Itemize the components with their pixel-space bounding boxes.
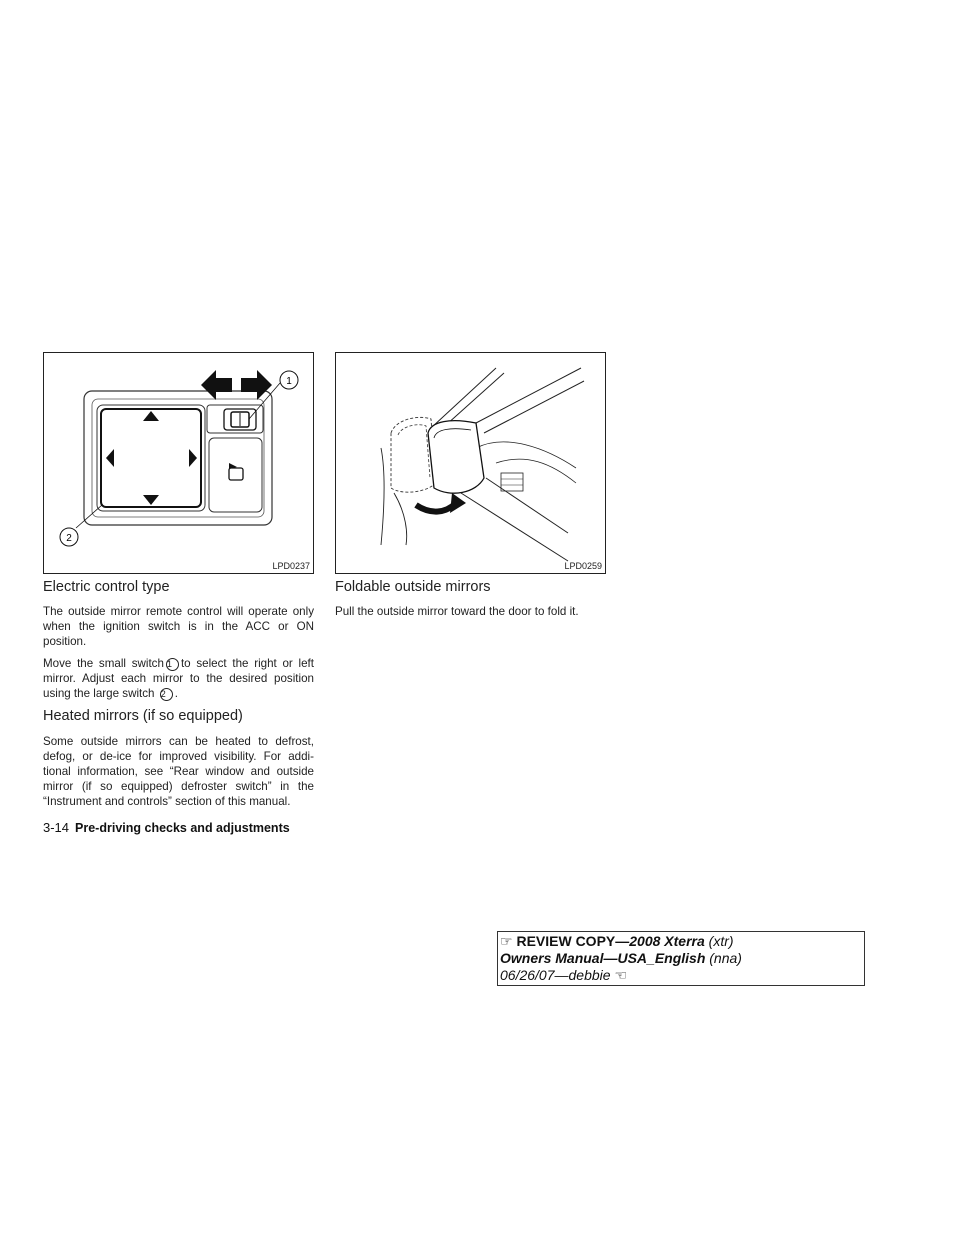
callout-1-label: 1 (286, 376, 292, 387)
paragraph-heated-mirrors: Some outside mirrors can be heated to defrost, defog, or de-ice for improved visibility. For addi-tional information, see “Rear window and outside mirror (if so equipped) defroster switch” in the “Instrument and controls” section of this manual. (43, 735, 314, 808)
text-part: Move the small switch (43, 657, 164, 670)
callout-2-label: 2 (66, 533, 72, 544)
mirror-switch-illustration (44, 353, 313, 573)
manual-name: Owners Manual—USA_English (500, 950, 706, 966)
big-arrow-left-icon (201, 370, 232, 400)
review-date: 06/26/07—debbie (500, 967, 611, 983)
pointing-hand-left-icon: ☜ (614, 967, 627, 983)
reference-marker-2: 2 (160, 688, 173, 701)
review-line-1 (500, 933, 862, 950)
heading-electric-control: Electric control type (43, 579, 170, 595)
figure-foldable-mirror (335, 352, 606, 574)
arrow-left-icon (106, 449, 114, 467)
reference-marker-1: 1 (166, 658, 179, 671)
review-copy-label: REVIEW COPY— (516, 933, 630, 949)
pointing-hand-right-icon: ☞ (500, 933, 513, 949)
page-number: 3-14 (43, 820, 70, 835)
review-line-3 (500, 967, 862, 984)
vehicle-model: 2008 Xterra (629, 933, 705, 949)
review-copy-box (497, 931, 865, 986)
arrow-down-icon (143, 495, 159, 505)
figure-code: LPD0259 (564, 561, 602, 571)
page-footer (43, 820, 290, 835)
section-title: Pre-driving checks and adjustments (75, 821, 290, 835)
paragraph-electric-adjust (43, 656, 314, 701)
fold-arrow-icon (450, 493, 466, 513)
arrow-up-icon (143, 411, 159, 421)
foldable-mirror-illustration (336, 353, 605, 573)
heading-foldable-mirrors: Foldable outside mirrors (335, 579, 491, 595)
big-arrow-right-icon (241, 370, 272, 400)
heading-heated-mirrors: Heated mirrors (if so equipped) (43, 708, 243, 724)
vehicle-code: (xtr) (708, 933, 734, 949)
figure-electric-control (43, 352, 314, 574)
review-line-2 (500, 950, 862, 967)
paragraph-foldable-mirrors: Pull the outside mirror toward the door to fold it. (335, 605, 579, 618)
paragraph-electric-operate: The outside mirror remote control will operate only when the ignition switch is in the ACC or ON position. (43, 605, 314, 648)
text-part: . (174, 687, 178, 700)
arrow-right-icon (189, 449, 197, 467)
market-code: (nna) (709, 950, 742, 966)
figure-code: LPD0237 (272, 561, 310, 571)
text-part: to select the right or left mirror. Adjust each mirror to the desired position using the large switch (43, 657, 314, 700)
